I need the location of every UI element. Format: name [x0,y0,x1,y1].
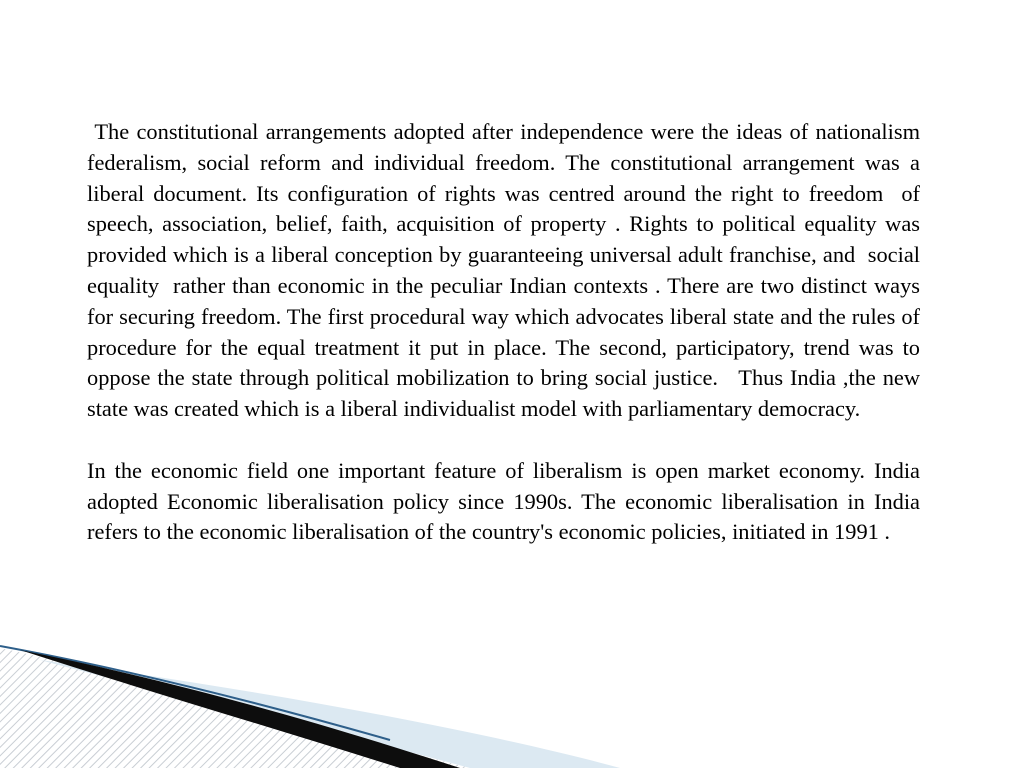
blue-swoosh-line [0,646,390,740]
black-swoosh [20,650,460,768]
paragraph-constitutional-arrangements: The constitutional arrangements adopted after independence were the ideas of nationalism federalism, social reform and individual freedom. The constitutional arrangement was a liberal document. Its configuration of rights was centred around the right to freedom of speech, association, belief, faith, acquisition of property . Rights to political equality was provided which is a liberal conception by guaranteeing universal adult franchise, and social equality rather than economic in the peculiar Indian contexts . There are two distinct ways for securing freedom. The first procedural way which advocates liberal state and the rules of procedure for the equal treatment it put in place. The second, participatory, trend was to oppose the state through political mobilization to bring social justice. Thus India ,the new state was created which is a liberal individualist model with parliamentary democracy. [87,119,926,422]
hatched-corner-wedge [0,648,470,768]
slide-text-body [87,117,926,548]
light-blue-swoosh [40,660,620,768]
paragraph-economic-liberalisation: In the economic field one important feature of liberalism is open market economy. India adopted Economic liberalisation policy since 1990s. The economic liberalisation in India refers to the economic liberalisation of the country's economic policies, initiated in 1991 . [87,457,926,545]
paragraph-spacer [87,425,920,456]
